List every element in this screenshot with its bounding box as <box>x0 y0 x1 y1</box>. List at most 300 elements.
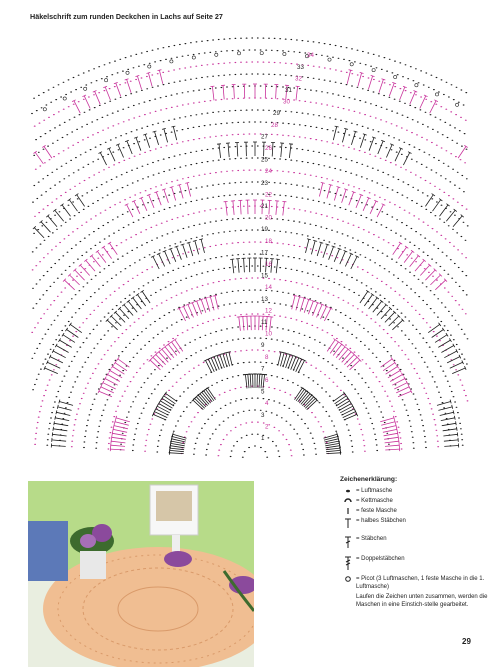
chain-stitch-mark <box>196 78 198 79</box>
chain-stitch-mark <box>318 421 320 422</box>
stitch-top <box>53 427 54 431</box>
chain-stitch-mark <box>299 209 301 210</box>
chain-stitch-mark <box>440 175 442 176</box>
chain-stitch-mark <box>198 248 200 249</box>
chain-stitch-mark <box>119 401 121 402</box>
stitch-mark <box>54 423 68 425</box>
chain-stitch-mark <box>345 196 347 197</box>
chain-stitch-mark <box>193 176 195 177</box>
chain-stitch-mark <box>204 259 206 260</box>
chain-stitch-mark <box>158 365 160 366</box>
chain-stitch-mark <box>443 163 445 164</box>
chain-stitch-mark <box>70 160 72 161</box>
slip-stitch-icon <box>340 497 356 505</box>
chain-stitch-mark <box>43 209 45 210</box>
chain-stitch-mark <box>88 70 90 71</box>
chain-stitch-mark <box>164 209 166 210</box>
chain-stitch-mark <box>213 282 215 283</box>
round-number: 3 <box>261 411 265 419</box>
chain-stitch-mark <box>449 242 451 243</box>
chain-stitch-mark <box>386 71 388 72</box>
chain-stitch-mark <box>254 49 256 50</box>
stitch-mark <box>164 190 169 203</box>
picot-mark <box>43 108 46 111</box>
stitch-top <box>56 410 57 414</box>
chain-stitch-mark <box>91 190 93 191</box>
chain-stitch-mark <box>204 174 206 175</box>
chain-stitch-mark <box>35 169 37 170</box>
chain-stitch-mark <box>326 253 328 254</box>
chain-stitch-mark <box>307 273 309 274</box>
chain-stitch-mark <box>68 321 70 322</box>
chain-stitch-mark <box>75 312 77 313</box>
chain-stitch-mark <box>174 82 176 83</box>
chain-stitch-mark <box>88 206 90 207</box>
chain-stitch-mark <box>39 411 41 412</box>
chain-stitch-mark <box>348 430 350 431</box>
chain-stitch-mark <box>427 195 429 196</box>
chain-stitch-mark <box>154 99 156 100</box>
stitch-mark <box>115 312 125 322</box>
chain-stitch-mark <box>341 272 343 273</box>
chain-stitch-mark <box>437 298 439 299</box>
chain-stitch-mark <box>42 400 44 401</box>
chain-stitch-mark <box>188 252 190 253</box>
chain-stitch-mark <box>116 176 118 177</box>
chain-stitch-mark <box>340 372 342 373</box>
chain-stitch-mark <box>415 348 417 349</box>
chain-stitch-mark <box>130 237 132 238</box>
stitch-top <box>452 405 453 409</box>
chain-stitch-mark <box>240 182 242 183</box>
chain-stitch-mark <box>320 264 322 265</box>
stitch-top <box>371 293 374 295</box>
chain-stitch-mark <box>207 444 209 445</box>
chain-stitch-mark <box>268 74 270 75</box>
chain-stitch-mark <box>221 220 223 221</box>
chain-stitch-mark <box>276 218 278 219</box>
chain-stitch-mark <box>50 304 52 305</box>
chain-stitch-mark <box>290 232 292 233</box>
stitch-top <box>439 199 442 201</box>
chain-stitch-mark <box>353 186 355 187</box>
chain-stitch-mark <box>182 92 184 93</box>
chain-stitch-mark <box>229 316 231 317</box>
chain-stitch-mark <box>201 199 203 200</box>
chain-stitch-mark <box>375 117 377 118</box>
chain-stitch-mark <box>198 433 200 434</box>
stitch-mark <box>109 243 117 255</box>
chain-stitch-mark <box>163 47 165 48</box>
chain-stitch-mark <box>237 412 239 413</box>
stitch-top <box>52 432 53 436</box>
chain-stitch-mark <box>158 440 160 441</box>
chain-stitch-mark <box>462 445 464 446</box>
chain-stitch-mark <box>133 143 135 144</box>
chain-stitch-mark <box>461 205 463 206</box>
chain-stitch-mark <box>436 435 438 436</box>
chain-stitch-mark <box>58 111 60 112</box>
chain-stitch-mark <box>176 130 178 131</box>
chain-stitch-mark <box>190 164 192 165</box>
chain-stitch-mark <box>390 230 392 231</box>
chain-stitch-mark <box>117 259 119 260</box>
chain-stitch-mark <box>77 228 79 229</box>
chain-stitch-mark <box>107 154 109 155</box>
chain-stitch-mark <box>383 133 385 134</box>
chain-stitch-mark <box>278 450 280 451</box>
chain-stitch-mark <box>415 94 417 95</box>
chain-stitch-mark <box>235 110 237 111</box>
chain-stitch-mark <box>212 148 214 149</box>
chain-stitch-mark <box>71 131 73 132</box>
chain-stitch-mark <box>204 223 206 224</box>
chain-stitch-mark <box>423 430 425 431</box>
chain-stitch-mark <box>68 79 70 80</box>
chain-stitch-mark <box>76 351 78 352</box>
chain-stitch-mark <box>207 283 209 284</box>
chain-stitch-mark <box>394 291 396 292</box>
chain-stitch-mark <box>263 38 265 39</box>
chain-stitch-mark <box>293 136 295 137</box>
chain-stitch-mark <box>436 430 438 431</box>
chain-stitch-mark <box>148 398 150 399</box>
chain-stitch-mark <box>465 257 467 258</box>
chain-stitch-mark <box>218 111 220 112</box>
chain-stitch-mark <box>337 107 339 108</box>
chain-stitch-mark <box>132 209 134 210</box>
chain-stitch-mark <box>422 338 424 339</box>
chain-stitch-mark <box>193 90 195 91</box>
chain-stitch-mark <box>366 285 368 286</box>
chain-stitch-mark <box>257 313 259 314</box>
chain-stitch-mark <box>454 401 456 402</box>
chain-stitch-mark <box>221 87 223 88</box>
chain-stitch-mark <box>200 377 202 378</box>
stitch-mark <box>233 201 234 215</box>
stitch-mark <box>342 129 346 143</box>
chain-stitch-mark <box>349 348 351 349</box>
chain-stitch-mark <box>144 345 146 346</box>
chain-stitch-mark <box>112 219 114 220</box>
stitch-mark <box>356 195 361 208</box>
chain-stitch-mark <box>342 233 344 234</box>
stitch-top <box>68 199 71 201</box>
chain-stitch-mark <box>86 124 88 125</box>
chain-stitch-mark <box>215 87 217 88</box>
chain-stitch-mark <box>163 196 165 197</box>
stitch-mark <box>261 374 262 388</box>
chain-stitch-mark <box>122 433 124 434</box>
chain-stitch-mark <box>53 369 55 370</box>
chain-stitch-mark <box>209 88 211 89</box>
stitch-mark <box>51 446 65 447</box>
chain-stitch-mark <box>328 416 330 417</box>
chain-stitch-mark <box>400 437 402 438</box>
chain-stitch-mark <box>69 218 71 219</box>
chain-stitch-mark <box>338 58 340 59</box>
chain-stitch-mark <box>257 277 259 278</box>
chain-stitch-mark <box>135 79 137 80</box>
chain-stitch-mark <box>254 241 256 242</box>
stitch-top <box>307 239 311 240</box>
chain-stitch-mark <box>326 141 328 142</box>
chain-stitch-mark <box>298 345 300 346</box>
chain-stitch-mark <box>226 292 228 293</box>
chain-stitch-mark <box>304 137 306 138</box>
chain-stitch-mark <box>84 268 86 269</box>
chain-stitch-mark <box>375 143 377 144</box>
chain-stitch-mark <box>249 133 251 134</box>
stitch-mark <box>384 437 398 439</box>
round-number: 34 <box>307 52 314 60</box>
chain-stitch-mark <box>64 307 66 308</box>
chain-stitch-mark <box>359 324 361 325</box>
chain-stitch-mark <box>293 51 295 52</box>
chain-stitch-mark <box>268 158 270 159</box>
chain-stitch-mark <box>316 127 318 128</box>
chain-stitch-mark <box>232 243 234 244</box>
chain-stitch-mark <box>397 326 399 327</box>
chain-stitch-mark <box>429 403 431 404</box>
chain-stitch-mark <box>463 222 465 223</box>
chain-stitch-mark <box>296 270 298 271</box>
chain-stitch-mark <box>87 137 89 138</box>
chain-stitch-mark <box>235 400 237 401</box>
chain-stitch-mark <box>304 89 306 90</box>
chain-stitch-mark <box>268 437 270 438</box>
chain-stitch-mark <box>170 284 172 285</box>
chain-stitch-mark <box>142 204 144 205</box>
chain-stitch-mark <box>210 345 212 346</box>
chain-stitch-mark <box>79 371 81 372</box>
chain-stitch-mark <box>265 50 267 51</box>
chain-stitch-mark <box>55 246 57 247</box>
round-number: 2 <box>265 423 269 431</box>
chain-stitch-mark <box>465 395 467 396</box>
chain-stitch-mark <box>173 309 175 310</box>
stitch-mark <box>53 351 66 358</box>
chain-stitch-mark <box>418 82 420 83</box>
chain-stitch-mark <box>299 124 301 125</box>
chain-stitch-mark <box>450 335 452 336</box>
chain-stitch-mark <box>348 184 350 185</box>
chain-stitch-mark <box>67 302 69 303</box>
chain-stitch-mark <box>257 434 259 435</box>
chain-stitch-mark <box>376 209 378 210</box>
chain-stitch-mark <box>450 211 452 212</box>
chain-stitch-mark <box>301 283 303 284</box>
chain-stitch-mark <box>257 61 259 62</box>
chain-stitch-mark <box>453 339 455 340</box>
chain-stitch-mark <box>399 294 401 295</box>
chain-stitch-mark <box>49 379 51 380</box>
chain-stitch-mark <box>299 221 301 222</box>
chain-stitch-mark <box>90 149 92 150</box>
chain-stitch-mark <box>282 341 284 342</box>
chain-stitch-mark <box>97 132 99 133</box>
chain-stitch-mark <box>249 97 251 98</box>
chain-stitch-mark <box>88 234 90 235</box>
chain-stitch-mark <box>387 174 389 175</box>
chain-stitch-mark <box>204 89 206 90</box>
chain-stitch-mark <box>299 258 301 259</box>
chain-stitch-mark <box>132 278 134 279</box>
chain-stitch-mark <box>218 455 220 456</box>
chain-stitch-mark <box>251 157 253 158</box>
chain-stitch-mark <box>84 112 86 113</box>
chain-stitch-mark <box>454 127 456 128</box>
chain-stitch-mark <box>373 396 375 397</box>
chain-stitch-mark <box>336 270 338 271</box>
chain-stitch-mark <box>244 451 246 452</box>
chain-stitch-mark <box>428 87 430 88</box>
stitch-mark <box>34 228 44 238</box>
chain-stitch-mark <box>123 147 125 148</box>
chain-stitch-mark <box>368 387 370 388</box>
chain-stitch-mark <box>85 388 87 389</box>
chain-stitch-mark <box>406 254 408 255</box>
chain-stitch-mark <box>301 444 303 445</box>
chain-stitch-mark <box>147 311 149 312</box>
chain-stitch-mark <box>290 424 292 425</box>
chain-stitch-mark <box>190 355 192 356</box>
chain-stitch-mark <box>309 337 311 338</box>
picot-mark <box>148 65 151 68</box>
stitch-top <box>360 72 364 73</box>
stitch-mark <box>281 143 282 157</box>
chain-stitch-mark <box>274 146 276 147</box>
chain-stitch-mark <box>193 102 195 103</box>
chain-stitch-mark <box>359 424 361 425</box>
chain-stitch-mark <box>397 389 399 390</box>
chain-stitch-mark <box>209 173 211 174</box>
chain-stitch-mark <box>251 61 253 62</box>
stitch-mark <box>133 298 142 309</box>
chain-stitch-mark <box>205 454 207 455</box>
chain-stitch-mark <box>80 154 82 155</box>
chain-stitch-mark <box>329 167 331 168</box>
chain-stitch-mark <box>207 40 209 41</box>
chain-stitch-mark <box>322 317 324 318</box>
chain-stitch-mark <box>329 241 331 242</box>
chain-stitch-mark <box>435 424 437 425</box>
chain-stitch-mark <box>218 281 220 282</box>
chain-stitch-mark <box>223 75 225 76</box>
chain-stitch-mark <box>299 136 301 137</box>
chain-stitch-mark <box>46 222 48 223</box>
chain-stitch-mark <box>38 95 40 96</box>
chain-stitch-mark <box>249 170 251 171</box>
chain-stitch-mark <box>81 255 83 256</box>
chain-stitch-mark <box>103 169 105 170</box>
stitch-mark <box>168 344 177 355</box>
round-number: 28 <box>271 121 278 129</box>
chain-stitch-mark <box>153 174 155 175</box>
chain-stitch-mark <box>92 404 94 405</box>
chain-stitch-mark <box>151 74 153 75</box>
legend-title: Zeichenerklärung: <box>340 476 398 483</box>
chain-stitch-mark <box>165 287 167 288</box>
chain-stitch-mark <box>298 333 300 334</box>
chain-stitch-mark <box>249 290 251 291</box>
chain-stitch-mark <box>400 265 402 266</box>
chain-stitch-mark <box>50 286 52 287</box>
chain-stitch-mark <box>64 122 66 123</box>
chain-stitch-mark <box>39 261 41 262</box>
chain-stitch-mark <box>405 64 407 65</box>
chain-stitch-mark <box>315 102 317 103</box>
chain-stitch-mark <box>336 386 338 387</box>
chain-stitch-mark <box>445 376 447 377</box>
chain-stitch-mark <box>457 412 459 413</box>
chain-stitch-mark <box>105 210 107 211</box>
stitch-mark <box>64 280 74 290</box>
chain-stitch-mark <box>190 152 192 153</box>
chain-stitch-mark <box>187 128 189 129</box>
chain-stitch-mark <box>329 378 331 379</box>
chain-stitch-mark <box>285 75 287 76</box>
chain-stitch-mark <box>318 201 320 202</box>
chain-stitch-mark <box>293 87 295 88</box>
chain-stitch-mark <box>185 43 187 44</box>
chain-stitch-mark <box>83 167 85 168</box>
chain-stitch-mark <box>158 211 160 212</box>
chain-stitch-mark <box>441 302 443 303</box>
chain-stitch-mark <box>318 79 320 80</box>
chain-stitch-mark <box>174 243 176 244</box>
chain-stitch-mark <box>153 213 155 214</box>
chain-stitch-mark <box>302 149 304 150</box>
chain-stitch-mark <box>138 66 140 67</box>
chain-stitch-mark <box>212 160 214 161</box>
chain-stitch-mark <box>167 272 169 273</box>
chain-stitch-mark <box>465 92 467 93</box>
chain-stitch-mark <box>186 358 188 359</box>
chain-stitch-mark <box>337 181 339 182</box>
chain-stitch-mark <box>117 189 119 190</box>
stitch-top <box>321 182 325 183</box>
chain-stitch-mark <box>402 115 404 116</box>
stitch-top <box>453 410 454 414</box>
chain-stitch-mark <box>413 275 415 276</box>
stitch-mark <box>84 96 90 109</box>
chain-stitch-mark <box>268 182 270 183</box>
chain-stitch-mark <box>122 370 124 371</box>
chain-stitch-mark <box>43 395 45 396</box>
chain-stitch-mark <box>432 129 434 130</box>
chain-stitch-mark <box>318 355 320 356</box>
chain-stitch-mark <box>437 361 439 362</box>
chain-stitch-mark <box>340 46 342 47</box>
chain-stitch-mark <box>304 101 306 102</box>
chain-stitch-mark <box>371 423 373 424</box>
chain-stitch-mark <box>232 339 234 340</box>
chain-stitch-mark <box>380 119 382 120</box>
chain-stitch-mark <box>320 371 322 372</box>
chain-stitch-mark <box>74 424 76 425</box>
chain-stitch-mark <box>288 208 290 209</box>
chain-stitch-mark <box>47 309 49 310</box>
chain-stitch-mark <box>36 247 38 248</box>
chain-stitch-mark <box>337 219 339 220</box>
chain-stitch-mark <box>177 180 179 181</box>
chain-stitch-mark <box>448 292 450 293</box>
stitch-mark <box>118 145 124 158</box>
chain-stitch-mark <box>324 67 326 68</box>
chain-stitch-mark <box>40 318 42 319</box>
round-number: 1 <box>261 435 265 442</box>
